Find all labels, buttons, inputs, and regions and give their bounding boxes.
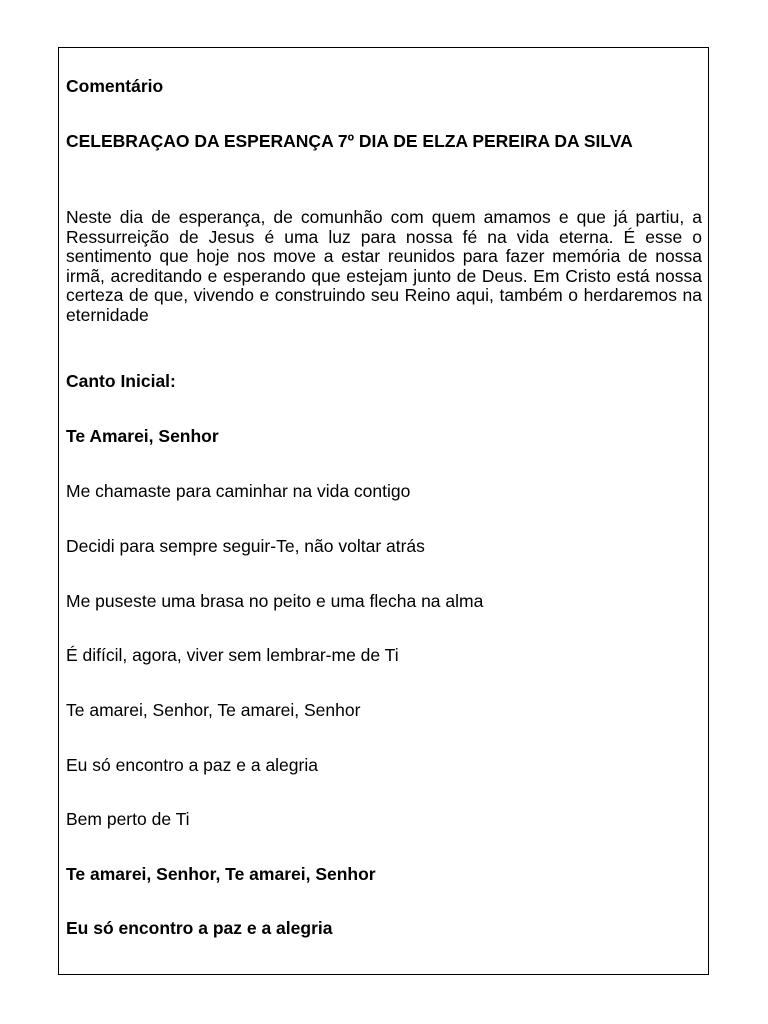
lyric-line: Bem perto de Ti <box>66 809 190 829</box>
refrain-line: Eu só encontro a paz e a alegria <box>66 918 333 938</box>
intro-paragraph: Neste dia de esperança, de comunhão com quem amamos e que já partiu, a Ressurreição de Jesus é uma luz para nossa fé na vida eterna. É esse o sentimento que hoje nos move a estar reunidos para fazer memória de nossa irmã, acreditando e esperando que estejam junto de Deus. Em Cristo está nossa certeza de que, vivendo e construindo seu Reino aqui, também o herdaremos na eternidade <box>66 207 702 325</box>
document-title: CELEBRAÇAO DA ESPERANÇA 7º DIA DE ELZA PEREIRA DA SILVA <box>66 131 633 151</box>
lyric-line: Te amarei, Senhor, Te amarei, Senhor <box>66 700 361 720</box>
section-heading: Canto Inicial: <box>66 371 176 391</box>
lyric-line: Me puseste uma brasa no peito e uma flecha na alma <box>66 591 484 611</box>
comment-label: Comentário <box>66 76 164 96</box>
lyric-line: É difícil, agora, viver sem lembrar-me de Ti <box>66 645 399 665</box>
lyric-line: Eu só encontro a paz e a alegria <box>66 755 318 775</box>
song-title: Te Amarei, Senhor <box>66 426 219 446</box>
page-frame <box>58 47 709 975</box>
lyric-line: Me chamaste para caminhar na vida contigo <box>66 481 411 501</box>
lyric-line: Decidi para sempre seguir-Te, não voltar atrás <box>66 536 425 556</box>
refrain-line: Te amarei, Senhor, Te amarei, Senhor <box>66 864 376 884</box>
